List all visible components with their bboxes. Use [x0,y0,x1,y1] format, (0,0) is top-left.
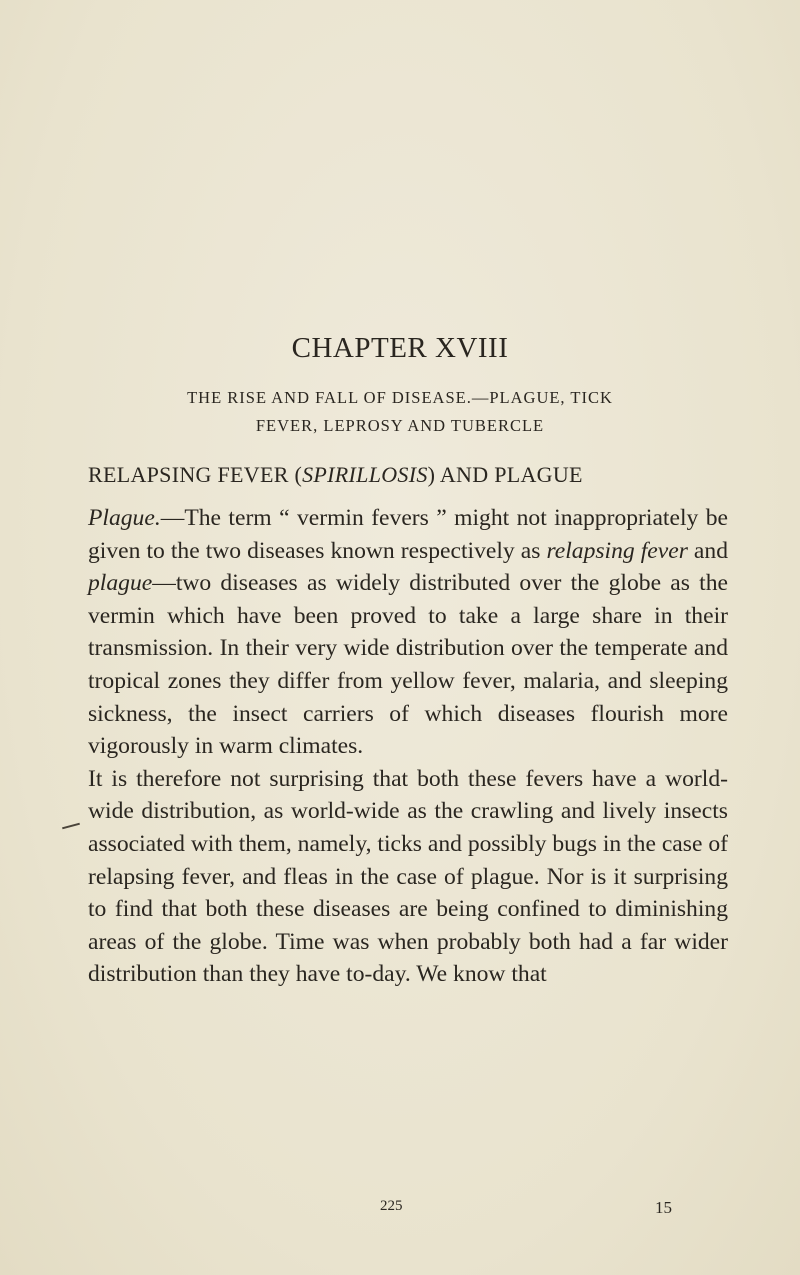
section-heading [88,460,728,490]
subtitle-line-2: FEVER, LEPROSY AND TUBERCLE [255,416,545,435]
subtitle-line-1: THE RISE AND FALL OF DISEASE.—PLAGUE, TICK [187,388,613,407]
margin-pencil-mark [62,823,80,830]
term-plague: plague [88,570,153,597]
paragraph-text: and [687,537,728,564]
paragraph-text: —two diseases as widely distributed over the globe as the vermin which have been proved to take a large share in their transmission. In their very wide distribution over the temperate and tropical zones they differ from yellow fever, malaria, and sleeping sickness, the insect carriers of which diseases flourish more vigorously in warm climates. [88,570,728,760]
body-text [88,502,728,991]
paragraph-text: —The term “ vermin fevers ” might not inappropriately be given to the two diseases known respectively as [88,505,728,564]
chapter-title: CHAPTER XVIII [291,332,509,364]
signature-mark: 15 [655,1198,672,1217]
paragraph-plague [88,502,728,763]
paragraph-distribution: It is therefore not surprising that both these fevers have a world-wide distribution, as world-wide as the crawling and lively insects associated with them, namely, ticks and possibly bugs in the case of relapsing fever, and fleas in the case of plague. Nor is it surprising to find that both these diseases are being confined to diminishing areas of the globe. Time was when probably both had a far wider distribution than they have to-day. We know that [88,765,728,988]
chapter-subtitle [130,384,670,440]
term-relapsing-fever: relapsing fever [546,537,688,564]
section-heading-pre: RELAPSING FEVER ( [88,462,303,487]
page-number: 225 [380,1198,403,1214]
section-heading-italic: SPIRILLOSIS [302,462,428,487]
paragraph-lead: Plague. [88,505,161,531]
section-heading-post: ) AND PLAGUE [427,462,583,487]
